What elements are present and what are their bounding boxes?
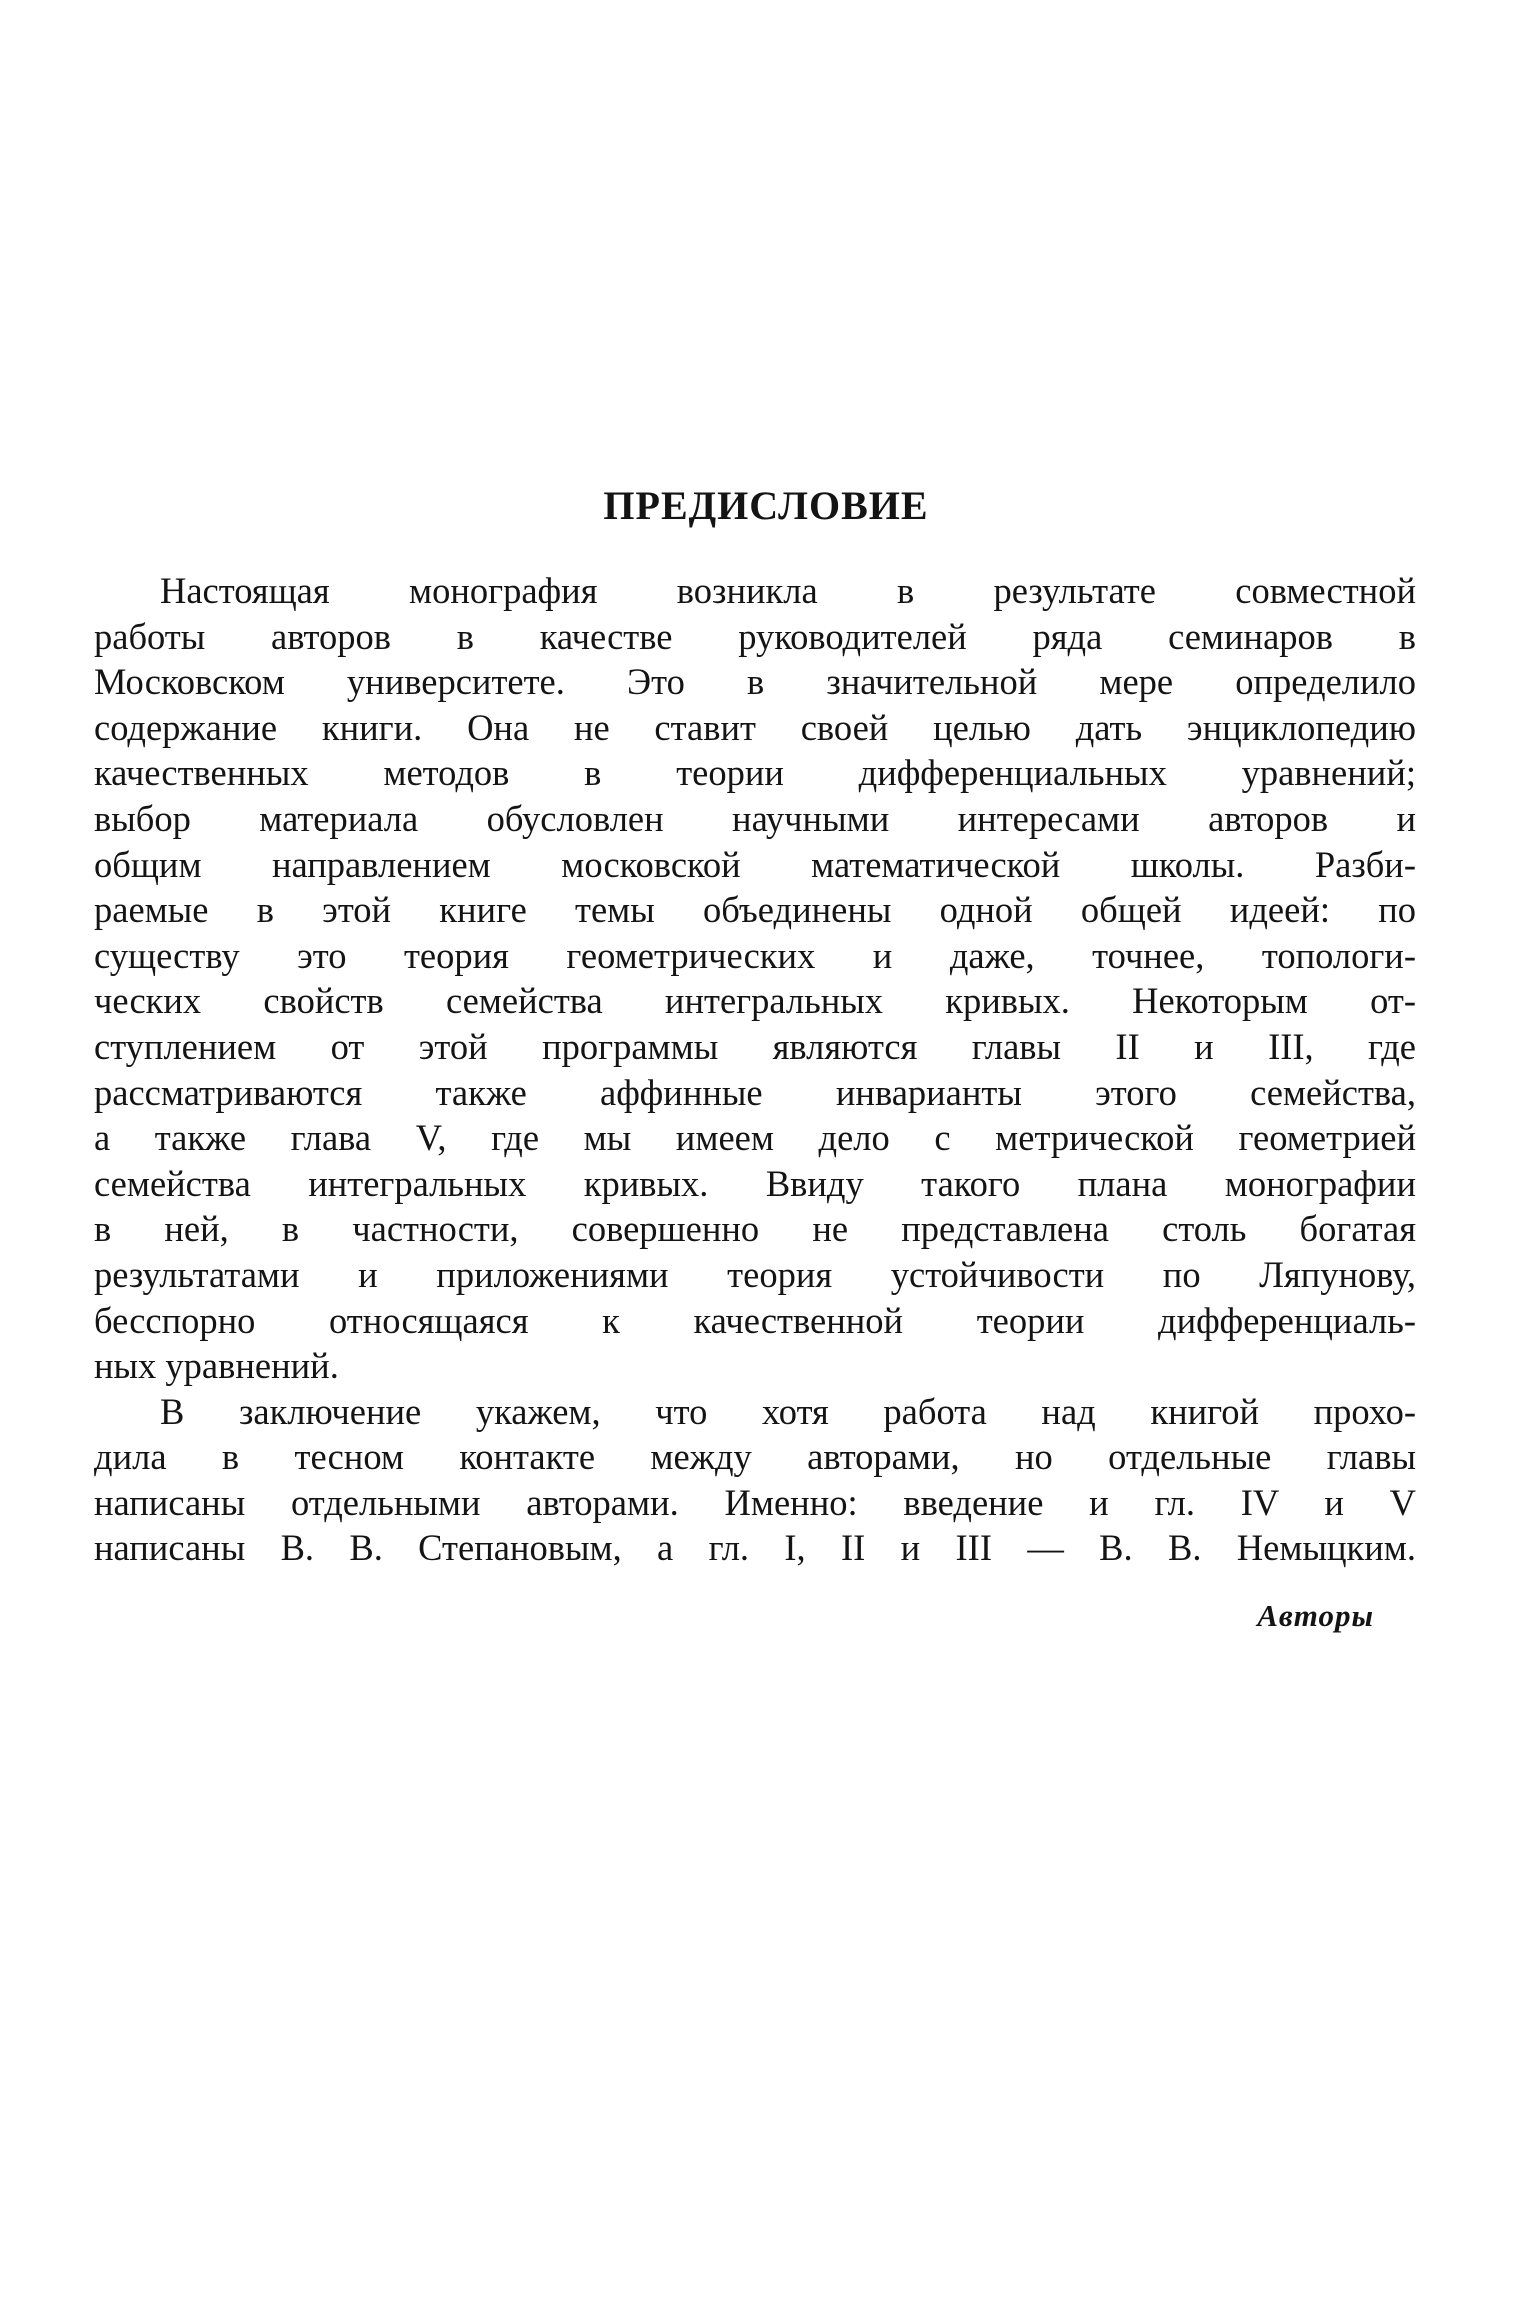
signature: Авторы: [1257, 1598, 1374, 1633]
text-line: содержание книги. Она не ставит своей целью дать энциклопедию: [94, 706, 1416, 748]
text-line: ческих свойств семейства интегральных кривых. Некоторым от-: [94, 980, 1416, 1022]
page-title: ПРЕДИСЛОВИЕ: [603, 483, 929, 528]
text-line: ных уравнений.: [94, 1345, 339, 1387]
text-line: Московском университете. Это в значительной мере определило: [94, 661, 1416, 703]
text-line: рассматриваются также аффинные инварианты этого семейства,: [94, 1071, 1416, 1113]
text-line: существу это теория геометрических и даже, точнее, топологи-: [94, 934, 1416, 976]
text-line: написаны В. В. Степановым, а гл. I, II и III — В. В. Немыцким.: [94, 1527, 1416, 1569]
text-line: результатами и приложениями теория устойчивости по Ляпунову,: [94, 1253, 1416, 1295]
text-line: выбор материала обусловлен научными интересами авторов и: [94, 797, 1416, 839]
paragraph-1: [94, 568, 1416, 1389]
text-line: написаны отдельными авторами. Именно: введение и гл. IV и V: [94, 1481, 1416, 1523]
text-line: в ней, в частности, совершенно не представлена столь богатая: [94, 1208, 1416, 1250]
text-line: В заключение укажем, что хотя работа над книгой прохо-: [160, 1390, 1416, 1432]
paragraph-2: [94, 1389, 1416, 1571]
text-line: семейства интегральных кривых. Ввиду такого плана монографии: [94, 1162, 1416, 1204]
text-line: бесспорно относящаяся к качественной теории дифференциаль-: [94, 1299, 1416, 1341]
preface-body: [94, 568, 1416, 1571]
text-line: раемые в этой книге темы объединены одной общей идеей: по: [94, 889, 1416, 931]
text-line: Настоящая монография возникла в результате совместной: [160, 570, 1416, 611]
text-line: работы авторов в качестве руководителей ряда семинаров в: [94, 615, 1416, 657]
text-line: а также глава V, где мы имеем дело с метрической геометрией: [94, 1117, 1416, 1159]
text-line: ступлением от этой программы являются главы II и III, где: [94, 1025, 1416, 1067]
text-line: качественных методов в теории дифференциальных уравнений;: [94, 752, 1416, 794]
text-line: общим направлением московской математической школы. Разби-: [94, 843, 1416, 885]
text-line: дила в тесном контакте между авторами, но отдельные главы: [94, 1436, 1416, 1478]
